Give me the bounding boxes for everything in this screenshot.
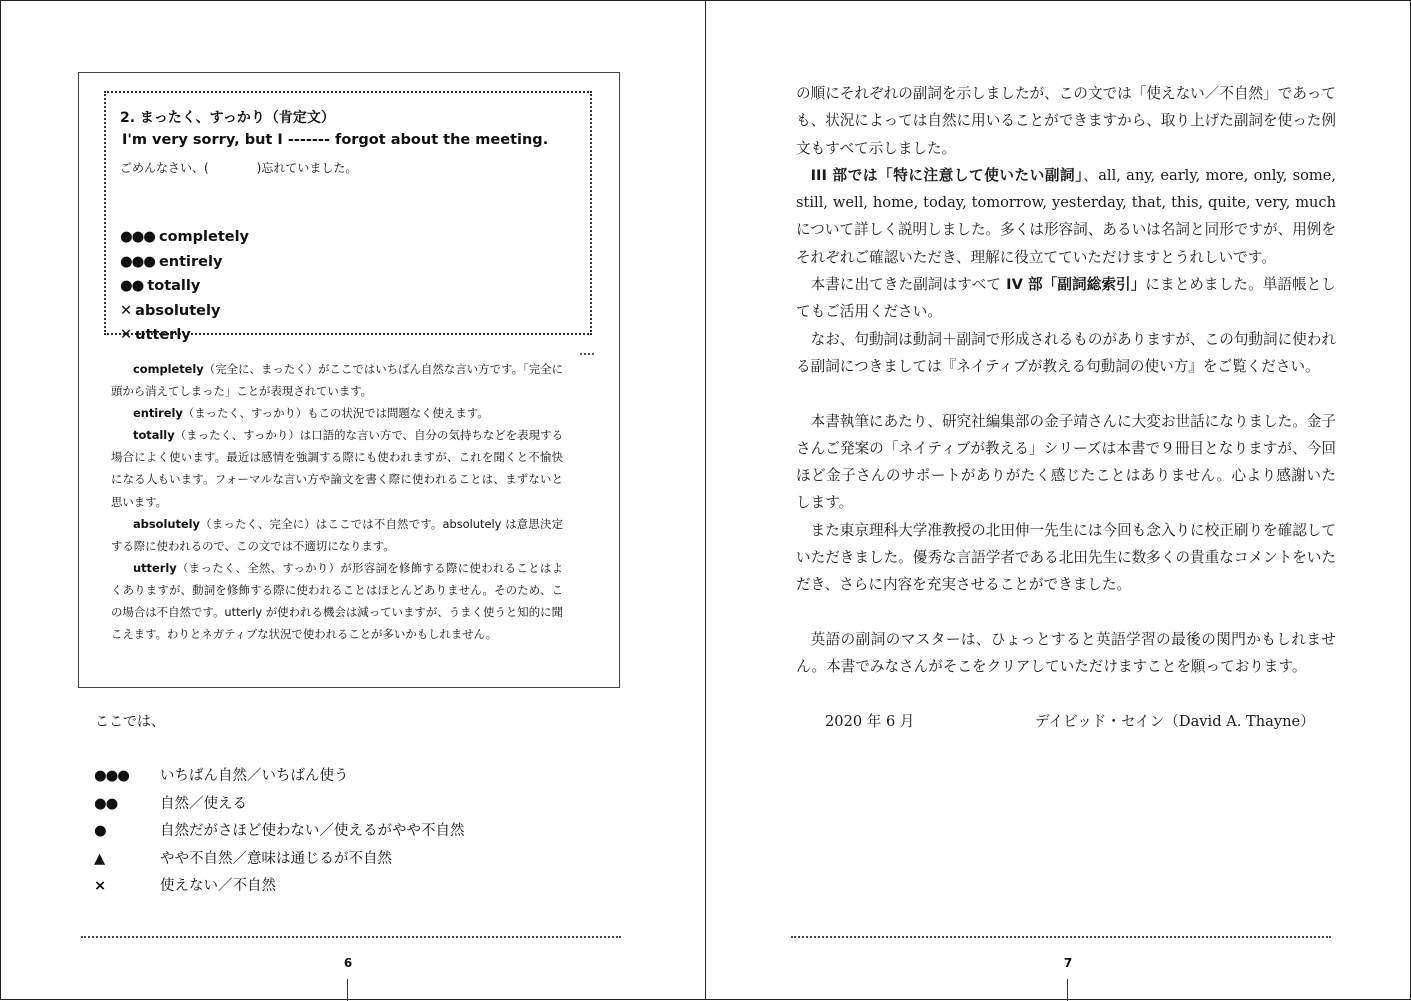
explanation-text: （まったく、すっかり）もこの状況では問題なく使えます。 [182,406,489,421]
explanation-word: absolutely [133,516,200,531]
legend-description: いちばん自然／いちばん使う [160,768,349,784]
explanation-paragraph [111,358,563,402]
paragraph: なお、句動詞は動詞＋副詞で形成されるものがありますが、この句動詞に使われる副詞につきましては『ネイティブが教える句動詞の使い方』をご覧ください。 [796,330,1336,375]
legend-row [94,791,465,819]
dotted-divider [580,353,594,355]
legend-row [94,846,465,874]
paragraph [796,271,1336,326]
explanation-word: completely [133,362,204,376]
paragraph: 英語の副詞のマスターは、ひょっとすると英語学習の最後の関門かもしれません。本書でみなさんがそこをクリアしていただけますことを願っております。 [796,630,1336,676]
footer-rule [81,936,621,938]
legend-symbol: ●●● [94,768,129,784]
legend-description: やや不自然／意味は通じるが不自然 [160,850,392,867]
explanation-paragraph [111,402,563,424]
author-name: デイビッド・セイン（David A. Thayne） [1035,712,1315,730]
explanation-word: totally [133,428,175,443]
option-row [120,323,249,348]
legend-row [94,763,465,791]
question-sentence-ja: ごめんなさい、( )忘れていました。 [120,161,358,175]
explanation-text: （まったく、全然、すっかり）が形容詞を修飾する際に使われることはよくありますが、動詞を修飾する際に使われることはほとんどありません。そのため、この場合は不自然です。utterly が使われる機会は減っていますが、うまく使うと知的に聞こえます。わりとネガティブな状況で使われることが多いかもしれません。 [111,560,563,642]
legend-symbol: ●● [94,795,118,812]
legend-symbol: × [94,878,106,895]
left-page [0,0,706,1000]
explanation-word: utterly [133,560,177,575]
explanation-paragraph [111,513,563,557]
page-tick-mark [1067,979,1068,1001]
explanation-paragraph [111,557,563,645]
question-box [104,91,592,344]
rating-marks: ●● [120,278,144,295]
option-word: entirely [158,253,223,270]
paragraph: の順にそれぞれの副詞を示しましたが、この文では「使えない／不自然」であっても、状況によっては自然に用いることができますから、取り上げた副詞を使った例文もすべて示しました。 [796,85,1336,157]
rating-marks: ✕ [120,327,132,344]
option-word: totally [147,278,201,295]
section-reference: III 部では「特に注意して使いたい副詞」 [810,166,1084,184]
paragraph-gap [796,599,1336,626]
paragraph-text: 、all, any, early, more, only, some, still, well, home, today, tomorrow, yesterday, that, this, quite, very, much について詳しく説明しました。多くは形容詞、あるいは名詞と同形ですが、用例をそれぞれご確認いただき、理解に役立てていただけますとうれしいです。 [796,166,1336,266]
explanation-text: （完全に、まったく）がここではいちばん自然な言い方です。「完全に頭から消えてしまった」ことが表現されています。 [111,362,563,399]
paragraph: 本書執筆にあたり、研究社編集部の金子靖さんに大変お世話になりました。金子さんご発案の「ネイティブが教える」シリーズは本書で９冊目となりますが、今回ほど金子さんのサポートがありがたく感じたことはありません。心より感謝いたします。 [796,412,1336,512]
page-number: 7 [1063,956,1073,970]
rating-marks: ●●● [120,253,155,270]
option-row [120,299,249,324]
answer-options [120,225,249,348]
paragraph: また東京理科大学准教授の北田伸一先生には今回も念入りに校正刷りを確認していただきました。優秀な言語学者である北田先生に数多くの貴重なコメントをいただき、さらに内容を充実させることができました。 [796,521,1336,594]
rating-marks: ●●● [120,229,155,245]
paragraph [796,162,1336,271]
date: 2020 年 6 月 [825,712,915,730]
explanation-text: （まったく、すっかり）は口語的な言い方で、自分の気持ちなどを表現する場合によく使います。最近は感情を強調する際にも使われますが、これを聞くと不愉快になる人もいます。フォーマルな言い方や論文を書く際に使われることは、まずないと思います。 [111,428,563,509]
option-word: completely [158,229,250,245]
rating-legend [94,763,465,901]
option-row [120,225,249,250]
option-row [120,274,249,299]
right-page [705,0,1411,1000]
option-row [120,250,249,275]
explanation-paragraph [111,424,563,512]
question-title: 2. まったく、すっかり（肯定文） [120,110,335,126]
option-word: absolutely [135,302,221,319]
paragraph-gap [796,681,1336,708]
legend-row [94,818,465,846]
legend-intro: ここでは、 [95,714,165,730]
option-word: utterly [135,327,191,344]
legend-description: 自然だがさほど使わない／使えるがやや不自然 [160,823,465,840]
legend-symbol: ● [94,823,106,840]
paragraph-text: にまとめました。単語帳としてもご活用ください。 [796,276,1337,321]
legend-description: 自然／使える [160,795,247,812]
legend-description: 使えない／不自然 [160,878,276,895]
rating-marks: ✕ [120,302,132,319]
footer-rule [791,936,1331,938]
paragraph-gap [796,380,1336,407]
signature-line [796,708,1336,735]
legend-row [94,873,465,901]
page-number: 6 [343,956,353,970]
question-sentence-en: I'm very sorry, but I ------- forgot about the meeting. [122,132,549,148]
section-reference: IV 部「副詞総索引」 [1001,276,1146,294]
legend-symbol: ▲ [94,850,105,867]
explanation-text: （まったく、完全に）はここでは不自然です。absolutely は意思決定する際に使われるので、この文では不適切になります。 [111,516,563,553]
paragraph-text: 本書に出てきた副詞はすべて [810,276,1001,294]
explanation-word: entirely [133,406,183,421]
explanation-block [111,358,563,645]
preface-body [796,80,1336,735]
page-tick-mark [347,979,348,1001]
example-box [78,72,620,688]
